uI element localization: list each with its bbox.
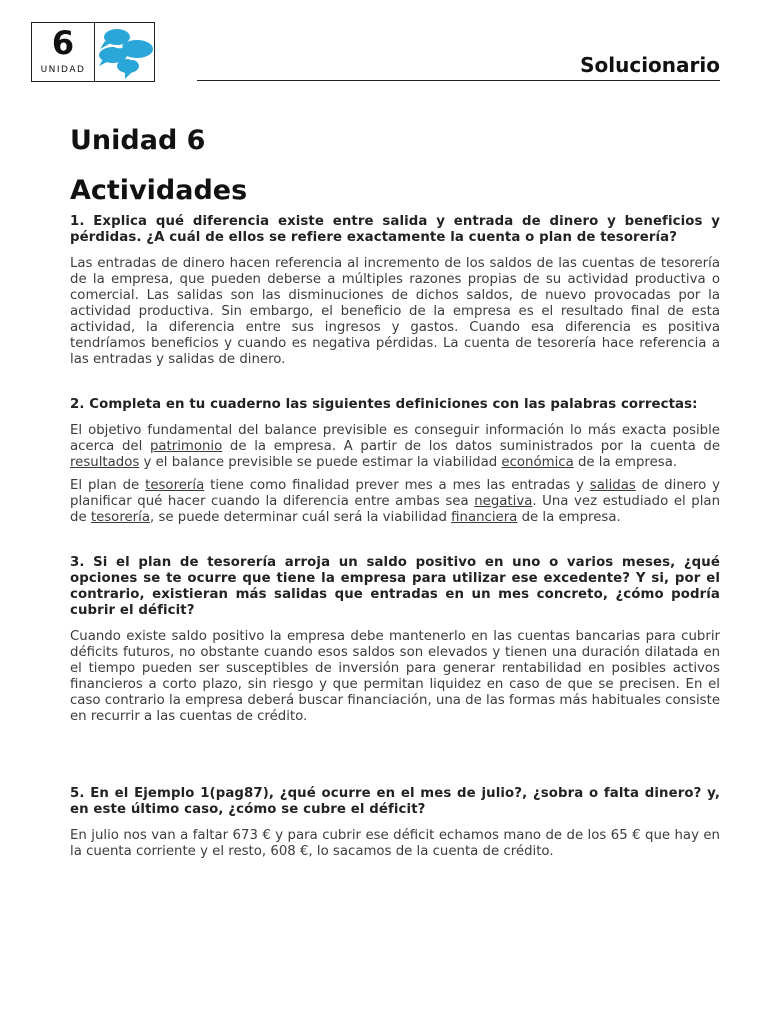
underlined-word: tesorería [90, 510, 150, 525]
question-1: 1. Explica qué diferencia existe entre salida y entrada de dinero y beneficios y pérdidas. ¿A cuál de ellos se refiere exactamente la cuenta o plan de tesorería? [70, 214, 720, 245]
text-span: de la empresa. [573, 455, 678, 470]
unit-label: UNIDAD [40, 65, 86, 75]
text-span: de la empresa. A partir de los datos suministrados por la cuenta de [222, 439, 721, 454]
unit-badge [31, 22, 155, 82]
text-span: y el balance previsible se puede estimar la viabilidad [139, 455, 502, 470]
text-span: , se puede determinar cuál será la viabilidad [149, 510, 452, 525]
underlined-word: tesorería [145, 478, 205, 493]
unit-number-box [32, 23, 95, 81]
text-span: tiene como finalidad prever mes a mes las entradas y [204, 478, 590, 493]
text-span: . Una vez estudiado el plan de [70, 494, 720, 525]
text-span: El objetivo fundamental del balance previsible es conseguir información lo más exacta posible acerca del [70, 423, 720, 454]
underlined-word: resultados [70, 455, 140, 470]
answer-2-paragraph-1 [70, 423, 720, 471]
question-5: 5. En el Ejemplo 1(pag87), ¿qué ocurre en el mes de julio?, ¿sobra o falta dinero? y, en este último caso, ¿cómo se cubre el déficit? [70, 786, 720, 817]
underlined-word: financiera [451, 510, 518, 525]
section-heading: Actividades [70, 175, 248, 206]
underlined-word: negativa [474, 494, 533, 509]
header-divider [197, 80, 720, 81]
answer-1: Las entradas de dinero hacen referencia al incremento de los saldos de las cuentas de tesorería de la empresa, que pueden deberse a múltiples razones propias de su actividad productiva o comercial. Las salidas son las disminuciones de dichos saldos, de nuevo provocadas por la actividad productiva. Sin embargo, el beneficio de la empresa es el resultado final de esta actividad, la diferencia entre sus ingresos y gastos. Cuando esa diferencia es positiva tendríamos beneficios y cuando es negativa pérdidas. La cuenta de tesorería hace referencia a las entradas y salidas de dinero. [70, 256, 720, 367]
text-span: de la empresa. [517, 510, 621, 525]
header-title: Solucionario [580, 53, 720, 77]
underlined-word: salidas [589, 478, 636, 493]
text-span: El plan de [70, 478, 146, 493]
text-span: de dinero y planificar qué hacer cuando la diferencia entre ambas sea [70, 478, 720, 509]
unit-heading: Unidad 6 [70, 125, 206, 156]
question-3: 3. Si el plan de tesorería arroja un saldo positivo en uno o varios meses, ¿qué opciones se te ocurre que tiene la empresa para utilizar ese excedente? Y si, por el contrario, existieran más salidas que entradas en un mes concreto, ¿cómo podría cubrir el déficit? [70, 555, 720, 618]
answer-3: Cuando existe saldo positivo la empresa debe mantenerlo en las cuentas bancarias para cubrir déficits futuros, no obstante cuando esos saldos son elevados y tienen una duración dilatada en el tiempo pueden ser susceptibles de inversión para generar rentabilidad en posibles activos financieros a corto plazo, sin riesgo y que permitan liquidez en caso de que se precisen. En el caso contrario la empresa deberá buscar financiación, una de las formas más habituales consiste en recurrir a las cuentas de crédito. [70, 629, 720, 724]
document-body [70, 124, 720, 860]
answer-2-paragraph-2 [70, 478, 720, 526]
unit-number: 6 [51, 24, 75, 62]
answer-5: En julio nos van a faltar 673 € y para cubrir ese déficit echamos mano de de los 65 € que hay en la cuenta corriente y el resto, 608 €, lo sacamos de la cuenta de crédito. [70, 828, 720, 859]
underlined-word: patrimonio [149, 439, 223, 454]
question-2: 2. Completa en tu cuaderno las siguientes definiciones con las palabras correctas: [70, 397, 698, 412]
underlined-word: económica [501, 455, 574, 470]
speech-bubbles-icon [95, 23, 154, 81]
